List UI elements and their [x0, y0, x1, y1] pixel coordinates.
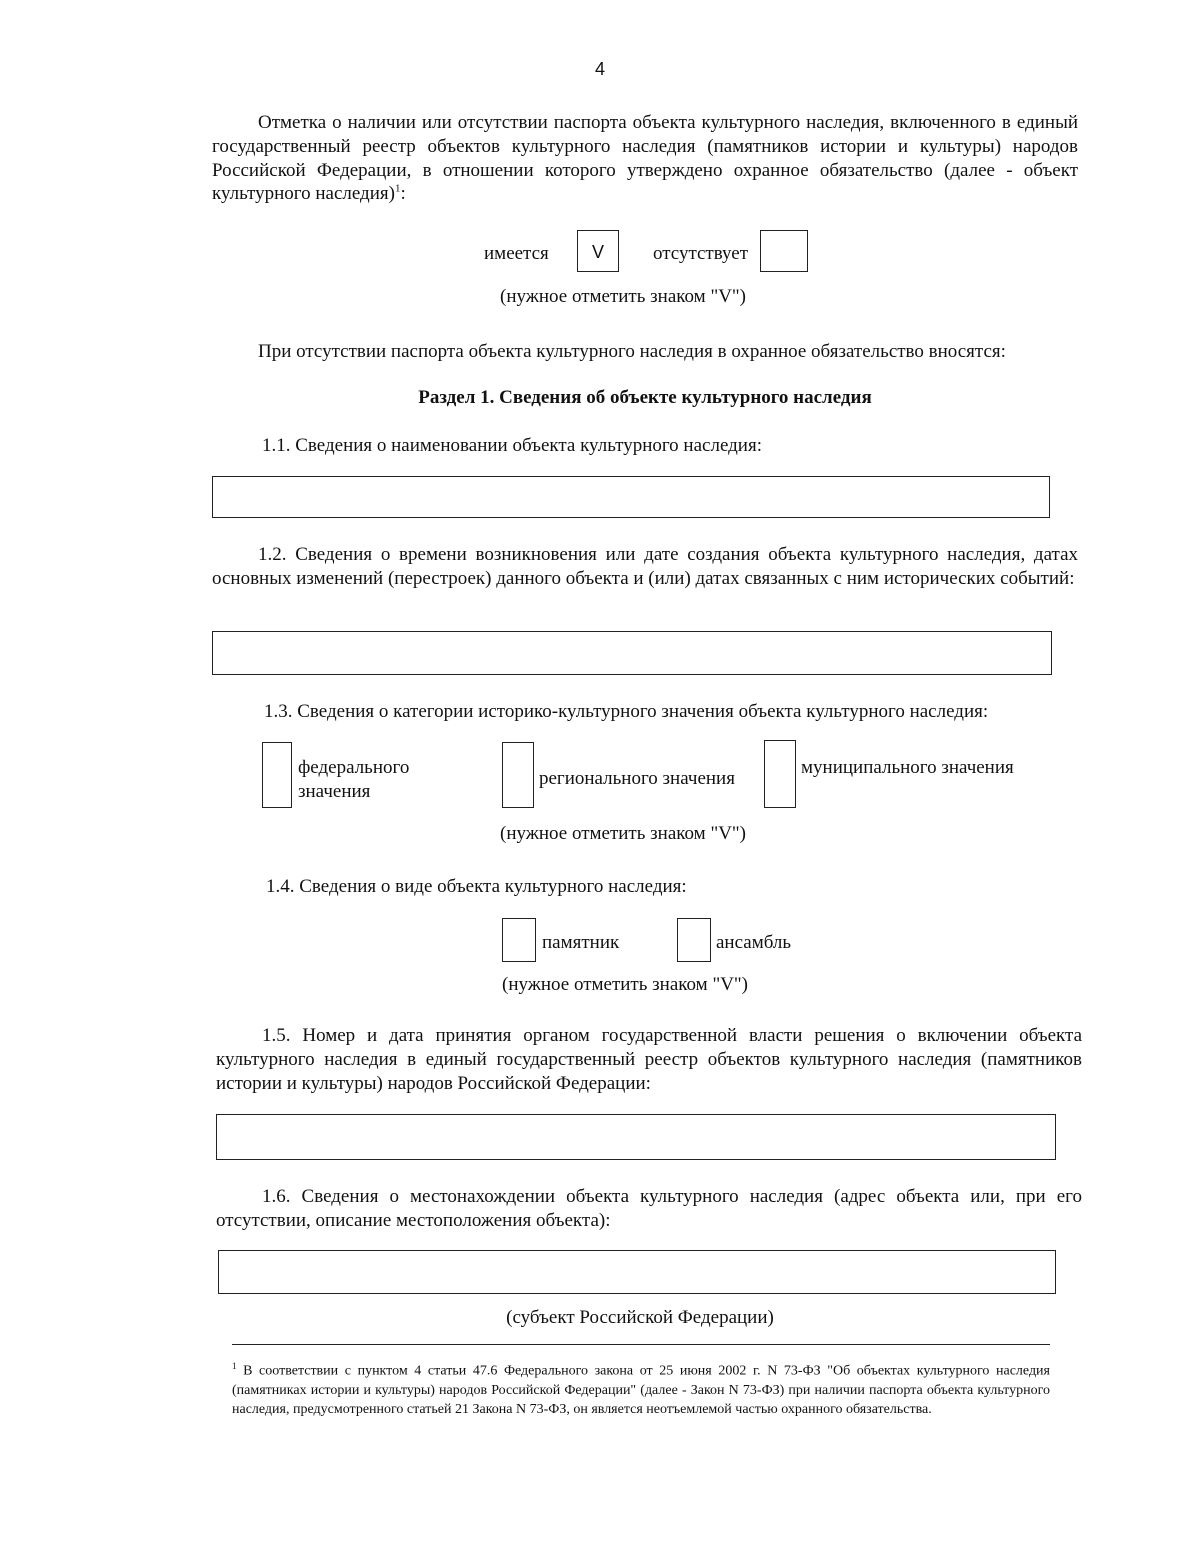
federal-label-line1: федерального — [298, 757, 410, 778]
s1-6-label — [216, 1185, 1082, 1233]
intro-tail: : — [400, 183, 406, 205]
federal-label — [298, 756, 409, 804]
passport-has-mark: V — [591, 242, 604, 262]
footnote-divider — [232, 1344, 1050, 1345]
s1-2-label-text: 1.2. Сведения о времени возникновения или дате создания объекта культурного наследия, датах основных изменений (перестроек) данного объекта и (или) датах связанных с ним исторических событий: — [212, 544, 1078, 589]
passport-note: (нужное отметить знаком "V") — [500, 286, 746, 307]
s1-1-label: 1.1. Сведения о наименовании объекта культурного наследия: — [262, 435, 762, 456]
footnote-reference: 1 — [394, 182, 401, 195]
ensemble-checkbox[interactable] — [677, 918, 711, 962]
footnote-text: В соответствии с пунктом 4 статьи 47.6 Федерального закона от 25 июня 2002 г. N 73-ФЗ "Об объектах культурного наследия (памятниках истории и культуры) народов Российской Федерации" (далее - Закон N 73-ФЗ) при наличии паспорта объекта культурного наследия, предусмотренного статьей 21 Закона N 73-ФЗ, он является неотъемлемой частью охранного обязательства. — [232, 1363, 1050, 1417]
footnote-mark: 1 — [232, 1361, 237, 1371]
s1-3-note: (нужное отметить знаком "V") — [500, 823, 746, 844]
absence-text: При отсутствии паспорта объекта культурного наследия в охранное обязательство вносятся: — [258, 341, 1006, 362]
passport-has-checkbox[interactable] — [577, 230, 619, 272]
federal-label-line2: значения — [298, 780, 371, 802]
s1-6-label-text: 1.6. Сведения о местонахождении объекта культурного наследия (адрес объекта или, при его отсутствии, описание местоположения объекта): — [216, 1186, 1082, 1231]
passport-absent-label: отсутствует — [653, 243, 749, 264]
ensemble-label: ансамбль — [716, 932, 792, 953]
municipal-label: муниципального значения — [801, 757, 1014, 778]
s1-6-location-field[interactable] — [218, 1250, 1056, 1294]
intro-text: Отметка о наличии или отсутствии паспорта объекта культурного наследия, включенного в единый государственный реестр объектов культурного наследия (памятников истории и культуры) народов Российской Федерации, в отношении которого утверждено охранное обязательство (далее - объект культурного наследия) — [212, 112, 1078, 205]
s1-1-name-field[interactable] — [212, 476, 1050, 518]
monument-checkbox[interactable] — [502, 918, 536, 962]
s1-2-dates-field[interactable] — [212, 631, 1052, 675]
regional-label: регионального значения — [539, 768, 735, 789]
s1-2-label — [212, 543, 1078, 591]
page-number: 4 — [594, 59, 605, 79]
s1-5-registry-field[interactable] — [216, 1114, 1056, 1160]
s1-5-label-text: 1.5. Номер и дата принятия органом государственной власти решения о включении объекта культурного наследия в единый государственный реестр объектов культурного наследия (памятников истории и культуры) народов Российской Федерации: — [216, 1025, 1082, 1094]
s1-5-label — [216, 1024, 1082, 1095]
municipal-checkbox[interactable] — [764, 740, 796, 808]
s1-3-label: 1.3. Сведения о категории историко-культурного значения объекта культурного наследия: — [264, 701, 989, 722]
s1-4-label: 1.4. Сведения о виде объекта культурного наследия: — [266, 876, 687, 897]
regional-checkbox[interactable] — [502, 742, 534, 808]
s1-4-note: (нужное отметить знаком "V") — [502, 974, 748, 995]
intro-paragraph — [212, 111, 1078, 206]
monument-label: памятник — [542, 932, 620, 953]
passport-absent-checkbox[interactable] — [760, 230, 808, 272]
section-title: Раздел 1. Сведения об объекте культурного наследия — [418, 387, 872, 408]
passport-has-label: имеется — [484, 243, 549, 264]
s1-6-caption: (субъект Российской Федерации) — [506, 1307, 774, 1328]
footnote — [232, 1357, 1050, 1419]
federal-checkbox[interactable] — [262, 742, 292, 808]
